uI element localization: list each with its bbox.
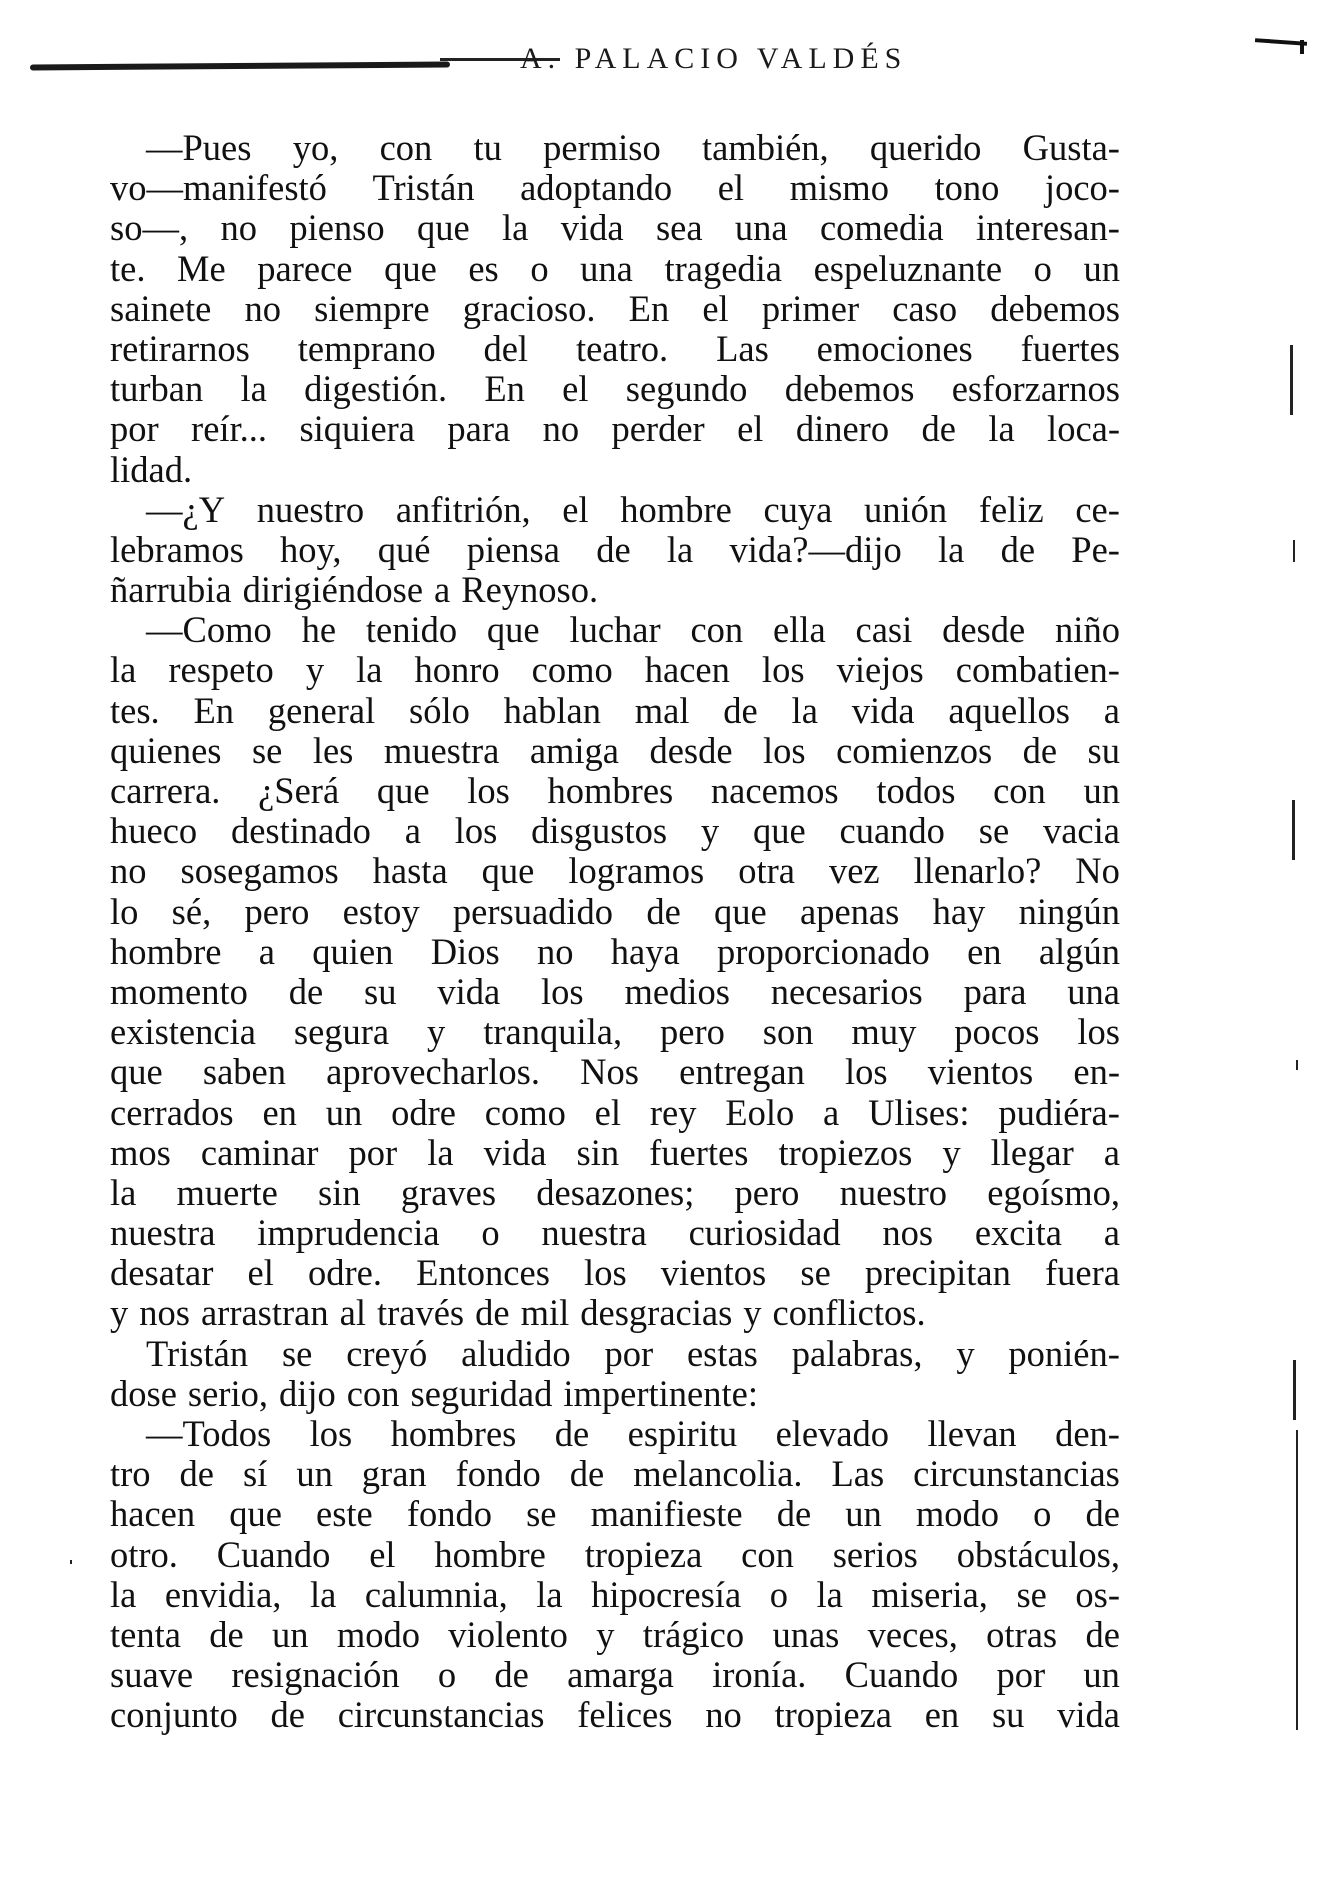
scan-artifact (1296, 1430, 1298, 1730)
text-line: lebramos hoy, qué piensa de la vida?—dijo la de Pe- (110, 528, 1120, 570)
text-line: tenta de un modo violento y trágico unas veces, otras de (110, 1613, 1120, 1655)
text-line: y nos arrastran al través de mil desgracias y conflictos. (110, 1292, 926, 1334)
scan-artifact (70, 1560, 72, 1564)
text-line: por reír... siquiera para no perder el dinero de la loca- (110, 408, 1120, 450)
text-line: hacen que este fondo se manifieste de un modo o de (110, 1493, 1120, 1535)
text-line: que saben aprovecharlos. Nos entregan los vientos en- (110, 1051, 1120, 1093)
text-line: hueco destinado a los disgustos y que cuando se vacia (110, 810, 1120, 852)
text-line: sainete no siempre gracioso. En el primer caso debemos (110, 287, 1120, 329)
text-line: dose serio, dijo con seguridad impertinente: (110, 1372, 758, 1414)
body-text (110, 128, 1120, 1736)
text-line: conjunto de circunstancias felices no tropieza en su vida (110, 1694, 1120, 1736)
scan-artifact (1292, 800, 1295, 860)
text-line: vo—manifestó Tristán adoptando el mismo tono joco- (110, 167, 1120, 209)
text-line: so—, no pienso que la vida sea una comedia interesan- (110, 207, 1120, 249)
corner-mark-tail (1300, 40, 1304, 54)
text-line: tes. En general sólo hablan mal de la vida aquellos a (110, 689, 1120, 731)
text-line: quienes se les muestra amiga desde los comienzos de su (110, 729, 1120, 771)
text-line: otro. Cuando el hombre tropieza con serios obstáculos, (110, 1533, 1120, 1575)
text-line: desatar el odre. Entonces los vientos se precipitan fuera (110, 1252, 1120, 1294)
text-line: —Todos los hombres de espiritu elevado llevan den- (146, 1413, 1120, 1454)
scan-artifact (1293, 540, 1295, 562)
scan-artifact (1293, 1360, 1296, 1420)
text-line: existencia segura y tranquila, pero son muy pocos los (110, 1011, 1120, 1053)
text-line: no sosegamos hasta que logramos otra vez llenarlo? No (110, 850, 1120, 892)
text-line: hombre a quien Dios no haya proporcionado en algún (110, 930, 1120, 972)
text-line: lidad. (110, 448, 193, 490)
text-line: mos caminar por la vida sin fuertes tropiezos y llegar a (110, 1131, 1120, 1173)
text-line: la envidia, la calumnia, la hipocresía o la miseria, se os- (110, 1573, 1120, 1615)
text-line: la respeto y la honro como hacen los viejos combatien- (110, 649, 1120, 691)
text-line: suave resignación o de amarga ironía. Cuando por un (110, 1654, 1120, 1696)
text-line: cerrados en un odre como el rey Eolo a Ulises: pudiéra- (110, 1091, 1120, 1133)
text-line: carrera. ¿Será que los hombres nacemos todos con un (110, 770, 1120, 811)
header-rule (30, 62, 450, 71)
text-line: Tristán se creyó aludido por estas palabras, y ponién- (146, 1332, 1120, 1374)
text-line: —Como he tenido que luchar con ella casi desde niño (146, 609, 1120, 651)
text-line: —Pues yo, con tu permiso también, querido Gusta- (146, 127, 1120, 168)
text-line: turban la digestión. En el segundo debemos esforzarnos (110, 368, 1120, 410)
text-line: ñarrubia dirigiéndose a Reynoso. (110, 569, 599, 611)
text-line: momento de su vida los medios necesarios para una (110, 970, 1120, 1012)
text-line: —¿Y nuestro anfitrión, el hombre cuya unión feliz ce- (146, 488, 1120, 530)
running-head: A. PALACIO VALDÉS (520, 42, 908, 75)
scan-artifact (1290, 345, 1293, 415)
text-line: tro de sí un gran fondo de melancolia. Las circunstancias (110, 1453, 1120, 1495)
scan-artifact (1296, 1060, 1298, 1070)
text-line: lo sé, pero estoy persuadido de que apenas hay ningún (110, 890, 1120, 932)
text-line: te. Me parece que es o una tragedia espeluznante o un (110, 247, 1120, 289)
text-line: nuestra imprudencia o nuestra curiosidad nos excita a (110, 1212, 1120, 1254)
text-line: la muerte sin graves desazones; pero nuestro egoísmo, (110, 1171, 1120, 1213)
text-line: retirarnos temprano del teatro. Las emociones fuertes (110, 327, 1120, 369)
